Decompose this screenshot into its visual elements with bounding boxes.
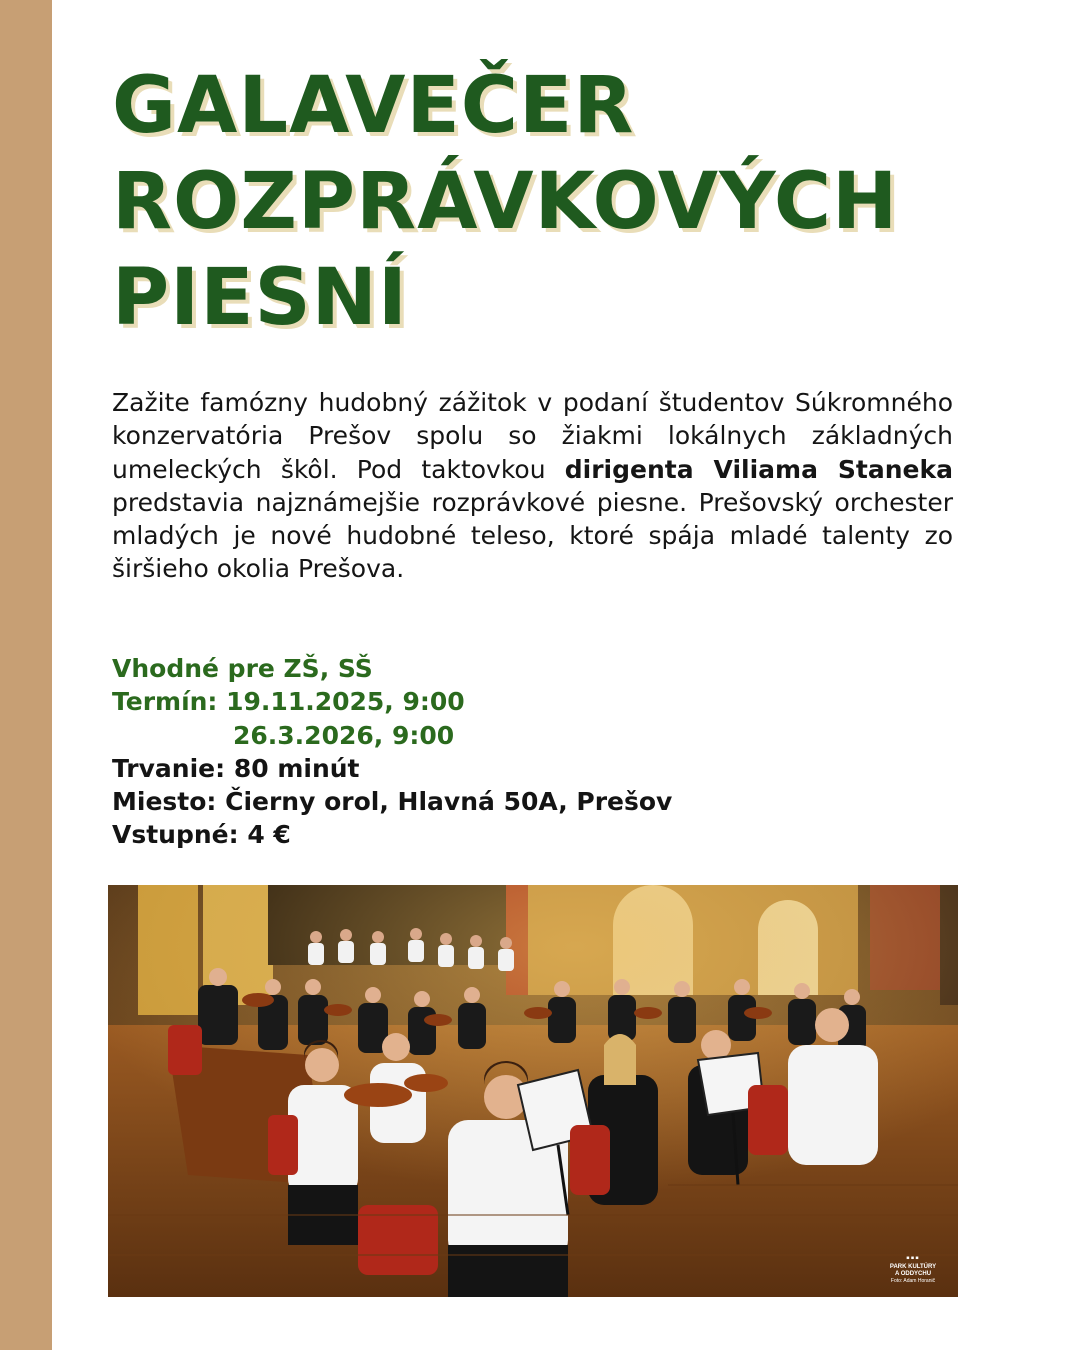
suitable-for: Vhodné pre ZŠ, SŠ	[112, 654, 373, 683]
orchestra-photo-illustration	[108, 885, 958, 1297]
conductor-name: dirigenta Viliama Staneka	[564, 454, 953, 484]
orchestra-photo	[108, 885, 958, 1297]
side-accent-bar	[0, 0, 52, 1350]
event-description	[112, 386, 953, 586]
place: Miesto: Čierny orol, Hlavná 50A, Prešov	[112, 787, 673, 817]
logo-line-1: PARK KULTÚRY	[889, 1264, 937, 1270]
event-title	[112, 58, 1012, 346]
logo-line-2: A ODDYCHU	[894, 1271, 932, 1277]
event-info	[112, 652, 962, 852]
term-row	[112, 685, 962, 718]
park-kultury-logo	[882, 1254, 944, 1285]
title-line-3: PIESNÍ	[112, 253, 408, 343]
logo-mark: ▪▪▪	[906, 1253, 920, 1264]
admission-price: Vstupné: 4 €	[112, 820, 291, 850]
title-line-1: GALAVEČER	[112, 61, 635, 151]
term-label: Termín:	[112, 687, 227, 717]
term-date-2: 26.3.2026, 9:00	[233, 720, 455, 750]
title-line-2: ROZPRÁVKOVÝCH	[112, 157, 899, 247]
photo-credit: Foto: Adam Horanič	[890, 1278, 936, 1284]
term-date-1: 19.11.2025, 9:00	[226, 687, 465, 717]
description-text-1: Zažite famózny hudobný zážitok v podaní študentov Súkromného konzervatória Prešov spolu so žiakmi lokálnych základných umeleckých škôl. Pod taktovkou	[112, 388, 953, 484]
description-text-2: predstavia najznámejšie rozprávkové piesne. Prešovský orchester mladých je nové hudobné teleso, ktoré spája mladé talenty zo širšieho okolia Prešova.	[112, 487, 953, 584]
duration: Trvanie: 80 minút	[112, 753, 360, 783]
